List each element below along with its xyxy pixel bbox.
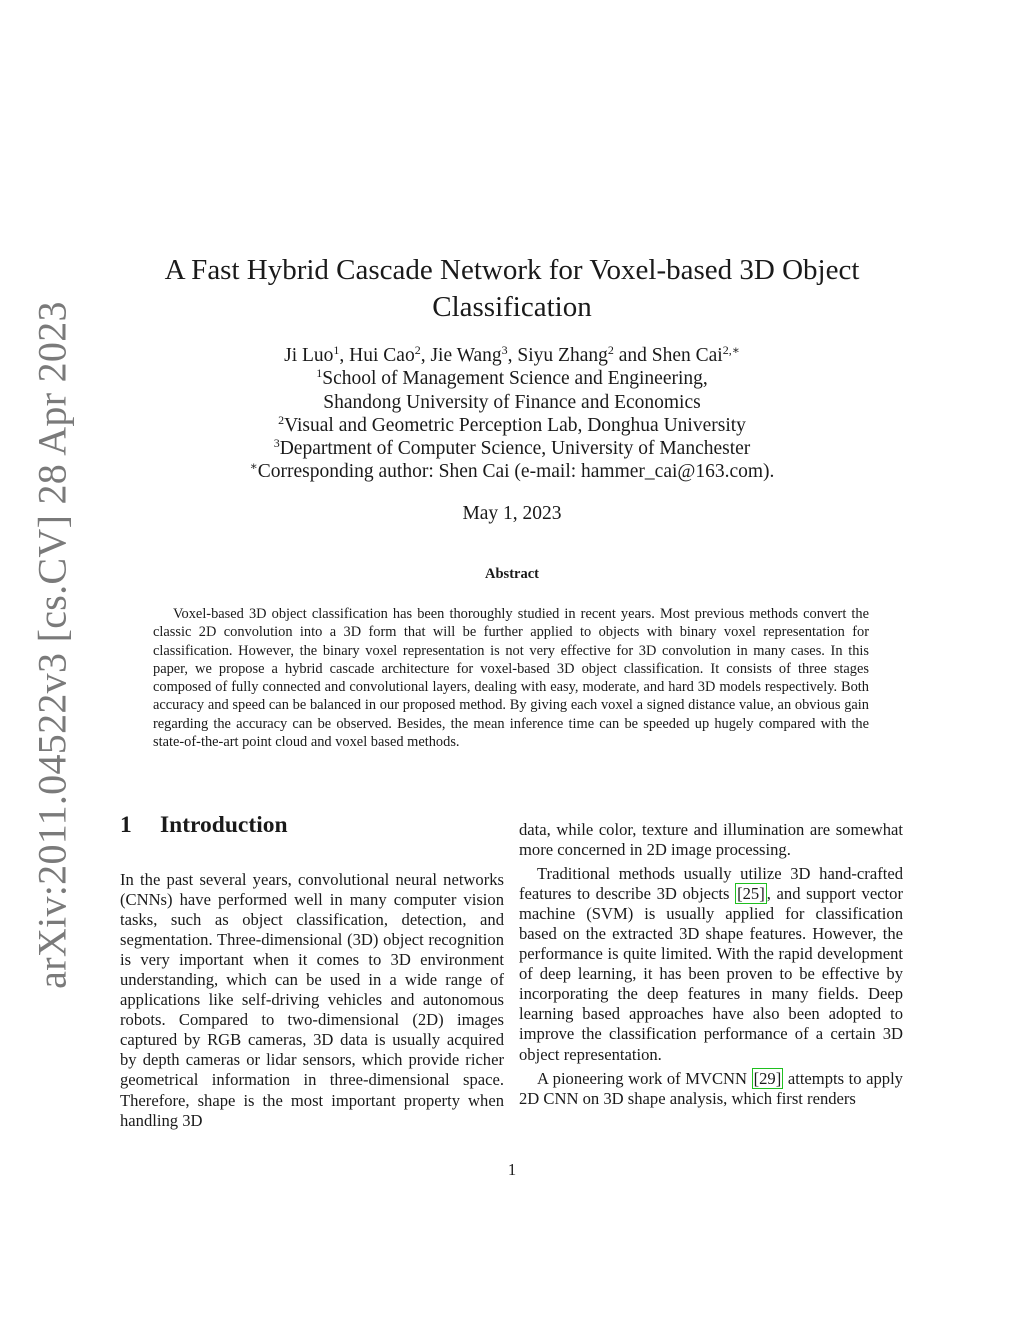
affiliation-mark: 1 xyxy=(316,366,323,381)
affiliation-text: School of Management Science and Engineering, xyxy=(322,368,708,390)
arxiv-identifier-stamp: arXiv:2011.04522v3 [cs.CV] 28 Apr 2023 xyxy=(29,301,75,989)
section-title: Introduction xyxy=(160,812,288,838)
affiliation-mark: 3 xyxy=(273,436,280,451)
body-paragraph: data, while color, texture and illumination are somewhat more concerned in 2D image processing. xyxy=(519,820,903,860)
author-list xyxy=(150,344,874,367)
left-column xyxy=(120,870,504,1131)
author-separator: and xyxy=(613,345,652,366)
corresponding-author-text: Corresponding author: Shen Cai (e-mail: hammer_cai@163.com). xyxy=(257,461,775,483)
author-separator: , xyxy=(420,345,431,366)
right-column xyxy=(519,820,903,1109)
paragraph-text: attempts to apply 2D CNN on 3D shape analysis, which first renders xyxy=(519,1068,903,1108)
citation-link[interactable]: [25] xyxy=(737,884,765,904)
paragraph-text: Traditional methods usually utilize 3D hand-crafted features to describe 3D objects xyxy=(519,864,903,904)
author-name: Siyu Zhang xyxy=(517,345,608,366)
body-paragraph xyxy=(519,1069,903,1109)
abstract-heading: Abstract xyxy=(485,566,539,582)
author-affiliation-mark: 2 xyxy=(607,343,614,357)
author-name: Jie Wang xyxy=(430,345,502,366)
body-paragraph xyxy=(519,864,903,1064)
page-number: 1 xyxy=(507,1160,517,1179)
author-name: Shen Cai xyxy=(651,345,723,366)
author-affiliation-mark: 1 xyxy=(333,343,340,357)
publication-date: May 1, 2023 xyxy=(462,503,562,524)
author-name: Ji Luo xyxy=(284,345,334,366)
section-heading xyxy=(120,812,288,839)
body-paragraph: In the past several years, convolutional neural networks (CNNs) have performed well in many computer vision tasks, such as object classification, detection, and segmentation. Three-dimensional (3D) object recognition is very important when it comes to 3D environment understanding, which can be used in a wide range of applications like self-driving vehicles and autonomous robots. Compared to two-dimensional (2D) images captured by RGB cameras, 3D data is usually acquired by depth cameras or lidar sensors, which provide richer geometrical information in three-dimensional space. Therefore, shape is the most important property when handling 3D xyxy=(120,870,504,1130)
author-affiliation-mark: 2 xyxy=(414,343,421,357)
affiliation-mark: 2 xyxy=(278,412,285,427)
affiliation-line xyxy=(150,414,874,437)
affiliation-text: Department of Computer Science, University of Manchester xyxy=(279,438,751,460)
author-block xyxy=(150,344,874,484)
corresponding-author-mark: ∗ xyxy=(249,459,258,474)
affiliation-text: Shandong University of Finance and Economics xyxy=(323,391,701,413)
paragraph-text: , and support vector machine (SVM) is usually applied for classification based on the extracted 3D shape features. However, the performance is quite limited. With the rapid development of deep learning, it has been proven to be effective by incorporating the deep features in many fields. Deep learning based approaches have also been adopted to improve the classification performance of a certain 3D object representation. xyxy=(519,884,903,1064)
author-separator: , xyxy=(339,345,350,366)
author-affiliation-mark: 3 xyxy=(501,343,508,357)
paper-title: A Fast Hybrid Cascade Network for Voxel-based 3D Object Classification xyxy=(164,254,860,323)
abstract-text: Voxel-based 3D object classification has been thoroughly studied in recent years. Most previous methods convert the classic 2D convolution into a 3D form that will be further applied to objects with binary voxel representation for classification. However, the binary voxel representation is not very effective for 3D convolution in many cases. In this paper, we propose a hybrid cascade architecture for voxel-based 3D object classification. It consists of three stages composed of fully connected and convolutional layers, dealing with easy, moderate, and hard 3D models respectively. Both accuracy and speed can be balanced in our proposed method. By giving each voxel a signed distance value, an obvious gain regarding the accuracy can be observed. Besides, the mean inference time can be speeded up hugely compared with the state-of-the-art point cloud and voxel based methods. xyxy=(153,606,869,751)
section-number: 1 xyxy=(120,812,132,838)
author-affiliation-mark: 2,∗ xyxy=(722,343,740,357)
affiliation-text: Visual and Geometric Perception Lab, Donghua University xyxy=(284,414,746,436)
author-separator: , xyxy=(507,345,518,366)
affiliation-line xyxy=(150,367,874,390)
corresponding-author-line xyxy=(150,460,874,483)
affiliation-line xyxy=(150,391,874,414)
author-name: Hui Cao xyxy=(349,345,415,366)
paragraph-text: A pioneering work of MVCNN xyxy=(537,1068,752,1088)
affiliation-line xyxy=(150,437,874,460)
citation-link[interactable]: [29] xyxy=(753,1068,782,1088)
